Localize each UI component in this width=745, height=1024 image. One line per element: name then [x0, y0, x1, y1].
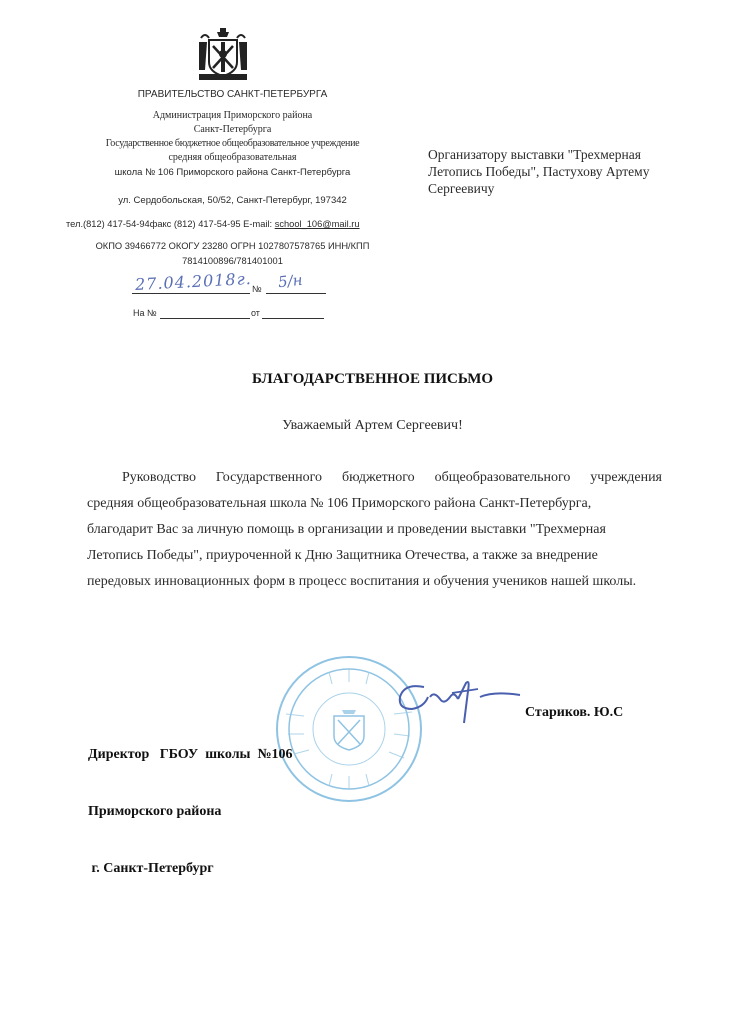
letter-body	[87, 465, 662, 595]
admin-line-1: Администрация Приморского района	[152, 110, 313, 121]
contacts-phone-fax: тел.(812) 417-54-94факс (812) 417-54-95 E-mail:	[66, 219, 275, 229]
body-line-5: передовых инновационных форм в процесс воспитания и обучения учеников нашей школы.	[87, 574, 637, 589]
body-line-3: благодарит Вас за личную помощь в организации и проведении выставки "Трехмерная	[87, 522, 606, 537]
body-line-1: Руководство Государственного бюджетного общеобразовательного учреждения	[122, 470, 662, 485]
handwritten-number: 5/н	[277, 270, 304, 292]
reference-label: На №	[133, 308, 157, 318]
position-line-1: Директор ГБОУ школы №106	[88, 747, 293, 762]
handwritten-date: 27.04.2018г.	[134, 268, 253, 295]
recipient-block	[428, 146, 649, 197]
recipient-line-2: Летопись Победы", Пастухову Артему	[428, 164, 650, 179]
handwritten-signature	[394, 675, 524, 735]
recipient-line-3: Сергеевичу	[428, 181, 495, 196]
reference-underline	[160, 318, 250, 319]
number-label: №	[252, 284, 262, 294]
government-title: ПРАВИТЕЛЬСТВО САНКТ-ПЕТЕРБУРГА	[137, 89, 328, 100]
body-line-2: средняя общеобразовательная школа № 106 Приморского района Санкт-Петербурга,	[87, 496, 592, 511]
school-address: ул. Сердобольская, 50/52, Санкт-Петербург, 197342	[118, 195, 347, 206]
salutation: Уважаемый Артем Сергеевич!	[282, 418, 463, 433]
institution-line-2: средняя общеобразовательная	[168, 152, 297, 163]
admin-line-2: Санкт-Петербурга	[193, 124, 272, 135]
institution-line-1: Государственное бюджетное общеобразовательное учреждение	[105, 138, 360, 149]
coat-of-arms-icon	[195, 28, 251, 84]
codes-line-1: ОКПО 39466772 ОКОГУ 23280 ОГРН 1027807578765 ИНН/КПП	[95, 241, 370, 251]
number-underline	[266, 293, 326, 294]
from-label: от	[251, 308, 260, 318]
position-line-3: г. Санкт-Петербург	[88, 861, 214, 876]
letter-title: БЛАГОДАРСТВЕННОЕ ПИСЬМО	[251, 371, 494, 387]
institution-line-3: школа № 106 Приморского района Санкт-Петербурга	[114, 167, 351, 178]
codes-line-2: 7814100896/781401001	[182, 256, 283, 266]
school-email[interactable]: school_106@mail.ru	[274, 219, 360, 229]
signatory-position	[88, 707, 293, 897]
recipient-line-1: Организатору выставки "Трехмерная	[428, 147, 641, 162]
contacts-line	[66, 219, 411, 229]
signatory-name: Стариков. Ю.С	[525, 705, 624, 720]
position-line-2: Приморского района	[88, 804, 222, 819]
body-line-4: Летопись Победы", приуроченной к Дню Защитника Отечества, а также за внедрение	[87, 548, 598, 563]
from-underline	[262, 318, 324, 319]
